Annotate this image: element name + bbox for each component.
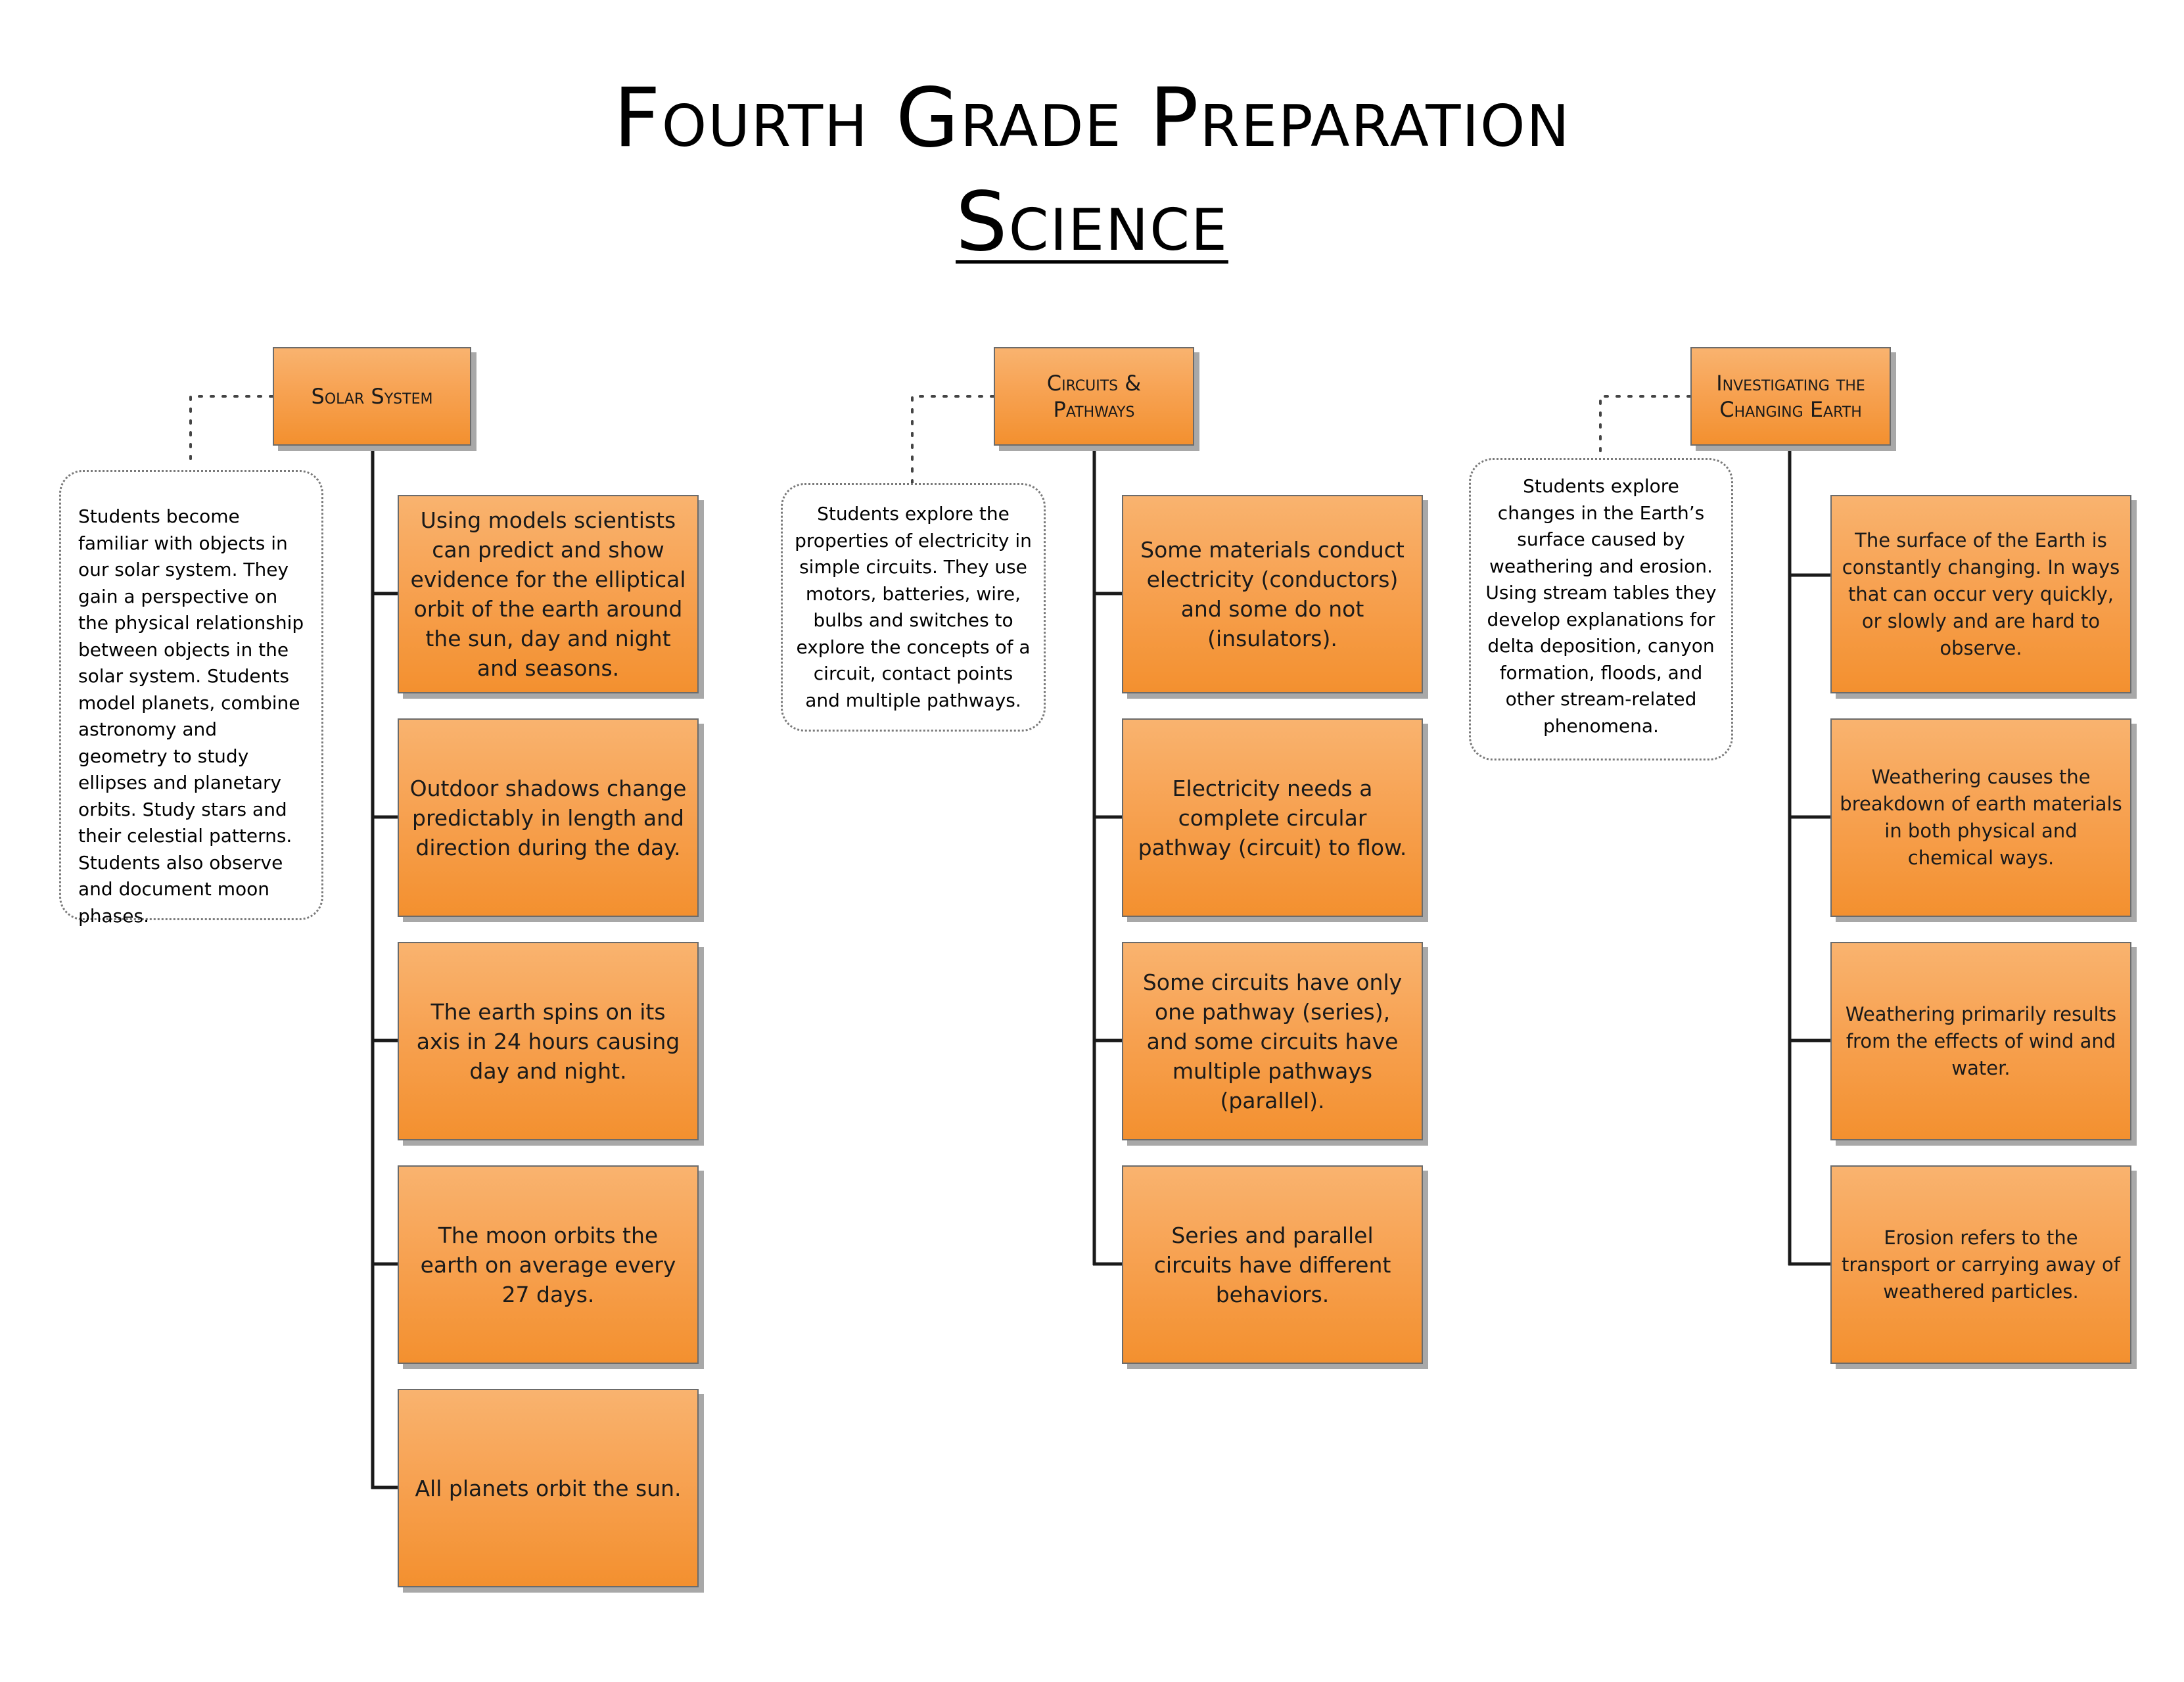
card-solar-2-text: Outdoor shadows change predictably in length and direction during the day. <box>409 775 687 860</box>
card-earth-3-text: Weathering primarily results from the effects of wind and water. <box>1845 1002 2117 1079</box>
description-solar-system-text: Students become familiar with objects in our solar system. They gain a perspective on the physical relationship between objects in the solar system. Students model planets, combine astronomy and geometry to study ellipses and planetary orbits. Study stars and their celestial patterns. Students also observe and document moon phases. <box>78 505 304 927</box>
card-circuits-1-text: Some materials conduct electricity (conductors) and some do not (insulators). <box>1140 537 1405 651</box>
description-changing-earth <box>1469 458 1733 760</box>
card-earth-1 <box>1830 495 2131 693</box>
card-solar-3 <box>398 942 699 1140</box>
card-circuits-3-text: Some circuits have only one pathway (series), and some circuits have multiple pathways (parallel). <box>1142 969 1403 1113</box>
card-earth-1-text: The surface of the Earth is constantly changing. In ways that can occur very quickly, or slowly and are hard to observe. <box>1842 528 2120 659</box>
header-solar-system <box>273 347 471 446</box>
description-solar-system <box>59 470 323 927</box>
card-circuits-4-text: Series and parallel circuits have different behaviors. <box>1153 1222 1391 1307</box>
card-earth-4 <box>1830 1165 2131 1364</box>
header-changing-earth-label: Investigating the Changing Earth <box>1716 371 1865 422</box>
card-solar-1-text: Using models scientists can predict and show evidence for the elliptical orbit of the earth around the sun, day and night and seasons. <box>410 507 686 681</box>
card-earth-4-text: Erosion refers to the transport or carrying away of weathered particles. <box>1842 1226 2120 1303</box>
card-circuits-3 <box>1122 942 1423 1140</box>
card-circuits-1 <box>1122 495 1423 693</box>
subtitle-text: Science <box>956 175 1228 269</box>
card-solar-4 <box>398 1165 699 1364</box>
card-solar-5-text: All planets orbit the sun. <box>415 1475 682 1501</box>
card-circuits-4 <box>1122 1165 1423 1364</box>
header-changing-earth <box>1690 347 1891 446</box>
header-solar-system-label: Solar System <box>311 384 433 409</box>
card-circuits-2 <box>1122 718 1423 917</box>
header-circuits-pathways <box>994 347 1194 446</box>
description-circuits-pathways <box>781 483 1046 732</box>
card-solar-3-text: The earth spins on its axis in 24 hours causing day and night. <box>416 998 680 1084</box>
card-solar-1 <box>398 495 699 693</box>
card-solar-2 <box>398 718 699 917</box>
card-earth-2 <box>1830 718 2131 917</box>
card-solar-5 <box>398 1389 699 1587</box>
description-changing-earth-text: Students explore changes in the Earth’s surface caused by weathering and erosion. Using stream tables they develop explanations for delta deposition, canyon formation, floods, and other stream-related phenomena. <box>1485 475 1717 737</box>
header-circuits-pathways-label: Circuits & Pathways <box>1046 371 1142 422</box>
card-earth-3 <box>1830 942 2131 1140</box>
card-circuits-2-text: Electricity needs a complete circular pathway (circuit) to flow. <box>1138 775 1407 860</box>
description-circuits-pathways-text: Students explore the properties of electricity in simple circuits. They use motors, batteries, wire, bulbs and switches to explore the concepts of a circuit, contact points and multiple pathways. <box>795 503 1032 711</box>
card-solar-4-text: The moon orbits the earth on average every 27 days. <box>420 1222 676 1307</box>
card-earth-2-text: Weathering causes the breakdown of earth materials in both physical and chemical ways. <box>1840 766 2122 869</box>
page-title: Fourth Grade Preparation <box>613 71 1571 166</box>
